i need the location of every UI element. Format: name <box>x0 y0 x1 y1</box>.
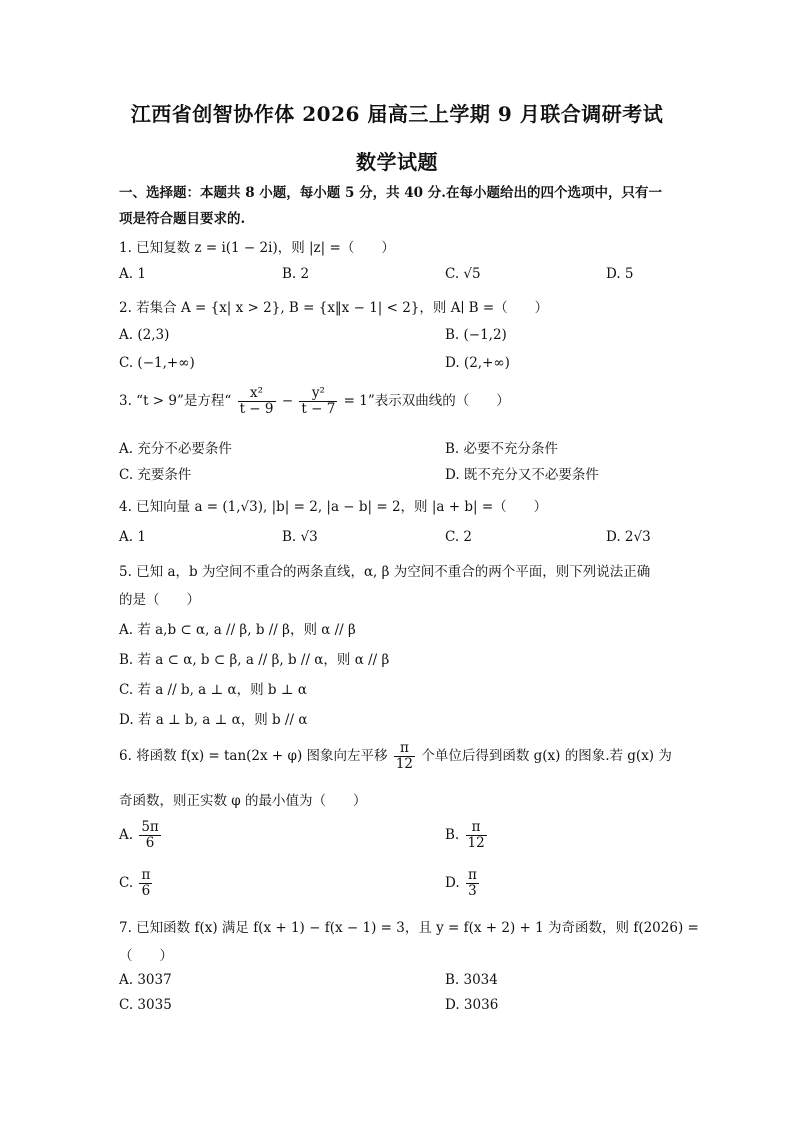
question-1-option-d[interactable]: D. 5 <box>606 266 634 282</box>
question-4-stem: 4. 已知向量 a = (1,√3), |b| = 2, |a − b| = 2，则 |a + b| =（ ） <box>119 499 548 515</box>
question-2-option-c[interactable]: C. (−1,+∞) <box>119 355 195 371</box>
question-2-option-d[interactable]: D. (2,+∞) <box>445 355 510 371</box>
question-4-option-d[interactable]: D. 2√3 <box>606 529 651 545</box>
fraction-y-squared <box>299 386 337 417</box>
question-6-stem-start: 6. 将函数 f(x) = tan(2x + φ) 图象向左平移 <box>119 747 388 764</box>
question-3-stem-end: = 1”表示双曲线的（ ） <box>343 392 510 409</box>
question-5-option-c[interactable]: C. 若 a // b, a ⊥ α，则 b ⊥ α <box>119 682 307 698</box>
fraction-numerator: 5π <box>141 819 159 835</box>
question-6-stem-line2: 奇函数，则正实数 φ 的最小值为（ ） <box>119 793 367 809</box>
question-3-option-b[interactable]: B. 必要不充分条件 <box>445 441 559 457</box>
fraction-numerator: π <box>467 867 477 883</box>
option-letter: C. <box>119 874 134 891</box>
question-1-option-c[interactable]: C. √5 <box>445 266 481 282</box>
fraction-denominator: 3 <box>468 882 477 899</box>
question-4-option-c[interactable]: C. 2 <box>445 529 473 545</box>
fraction-denominator: t − 7 <box>301 400 336 417</box>
option-letter: B. <box>445 826 460 843</box>
fraction-numerator: π <box>141 867 151 883</box>
question-5-option-b[interactable]: B. 若 a ⊂ α, b ⊂ β, a // β, b // α，则 α // β <box>119 652 390 668</box>
question-1-option-b[interactable]: B. 2 <box>282 266 310 282</box>
fraction-numerator: π <box>394 741 415 757</box>
question-6-option-a[interactable] <box>119 820 163 851</box>
question-6-stem-end: 个单位后得到函数 g(x) 的图象.若 g(x) 为 <box>421 747 672 764</box>
question-6-option-b[interactable] <box>445 820 489 851</box>
question-4-option-a[interactable]: A. 1 <box>119 529 146 545</box>
minus-sign: − <box>281 392 294 409</box>
fraction-pi-over-3 <box>466 868 479 899</box>
section-heading-line1: 一、选择题：本题共 8 小题，每小题 5 分，共 40 分.在每小题给出的四个选项中，只有一 <box>119 185 662 201</box>
question-5-option-a[interactable]: A. 若 a,b ⊂ α, a // β, b // β，则 α // β <box>119 622 356 638</box>
question-6-option-d[interactable] <box>445 868 481 899</box>
question-1-option-a[interactable]: A. 1 <box>119 266 146 282</box>
question-2-stem: 2. 若集合 A = {x| x > 2}, B = {x‖x − 1| < 2}，则 A∣ B =（ ） <box>119 300 549 316</box>
exam-title: 江西省创智协作体 2026 届高三上学期 9 月联合调研考试 <box>130 102 664 126</box>
question-6-option-c[interactable] <box>119 868 154 899</box>
question-6-stem-line1 <box>119 741 672 772</box>
question-5-option-d[interactable]: D. 若 a ⊥ b, a ⊥ α，则 b // α <box>119 712 308 728</box>
fraction-numerator: y² <box>299 386 337 402</box>
fraction-5pi-over-6 <box>139 820 160 851</box>
option-letter: A. <box>119 826 134 843</box>
fraction-denominator: 6 <box>145 834 155 851</box>
question-7-stem-line2: （ ） <box>119 948 173 964</box>
exam-subtitle: 数学试题 <box>356 150 438 174</box>
fraction-numerator: x² <box>238 386 276 402</box>
question-7-option-b[interactable]: B. 3034 <box>445 972 498 988</box>
fraction-pi-over-6 <box>139 868 152 899</box>
question-3-option-d[interactable]: D. 既不充分又不必要条件 <box>445 467 599 483</box>
question-5-stem-line1: 5. 已知 a，b 为空间不重合的两条直线，α, β 为空间不重合的两个平面，则下列说法正确 <box>119 564 651 580</box>
fraction-x-squared <box>238 386 276 417</box>
question-4-option-b[interactable]: B. √3 <box>282 529 318 545</box>
question-3-option-a[interactable]: A. 充分不必要条件 <box>119 441 232 457</box>
question-3-option-c[interactable]: C. 充要条件 <box>119 467 192 483</box>
question-5-stem-line2: 的是（ ） <box>119 592 200 608</box>
fraction-denominator: 12 <box>467 834 485 851</box>
fraction-pi-over-12 <box>394 741 415 772</box>
question-7-stem-line1: 7. 已知函数 f(x) 满足 f(x + 1) − f(x − 1) = 3，且 y = f(x + 2) + 1 为奇函数，则 f(2026) = <box>119 920 699 936</box>
fraction-denominator: t − 9 <box>239 400 274 417</box>
question-2-option-a[interactable]: A. (2,3) <box>119 327 170 343</box>
question-7-option-c[interactable]: C. 3035 <box>119 997 172 1013</box>
question-7-option-d[interactable]: D. 3036 <box>445 997 499 1013</box>
section-heading-line2: 项是符合题目要求的. <box>119 211 246 227</box>
question-3-stem-start: 3. “t > 9”是方程“ <box>119 392 232 409</box>
fraction-denominator: 12 <box>395 755 414 772</box>
option-letter: D. <box>445 874 460 891</box>
fraction-pi-over-12 <box>466 820 487 851</box>
question-3-stem <box>119 386 510 417</box>
fraction-numerator: π <box>466 820 487 836</box>
fraction-denominator: 6 <box>141 882 151 899</box>
question-7-option-a[interactable]: A. 3037 <box>119 972 172 988</box>
question-1-stem: 1. 已知复数 z = i(1 − 2i)，则 |z| =（ ） <box>119 240 395 256</box>
question-2-option-b[interactable]: B. (−1,2) <box>445 327 507 343</box>
